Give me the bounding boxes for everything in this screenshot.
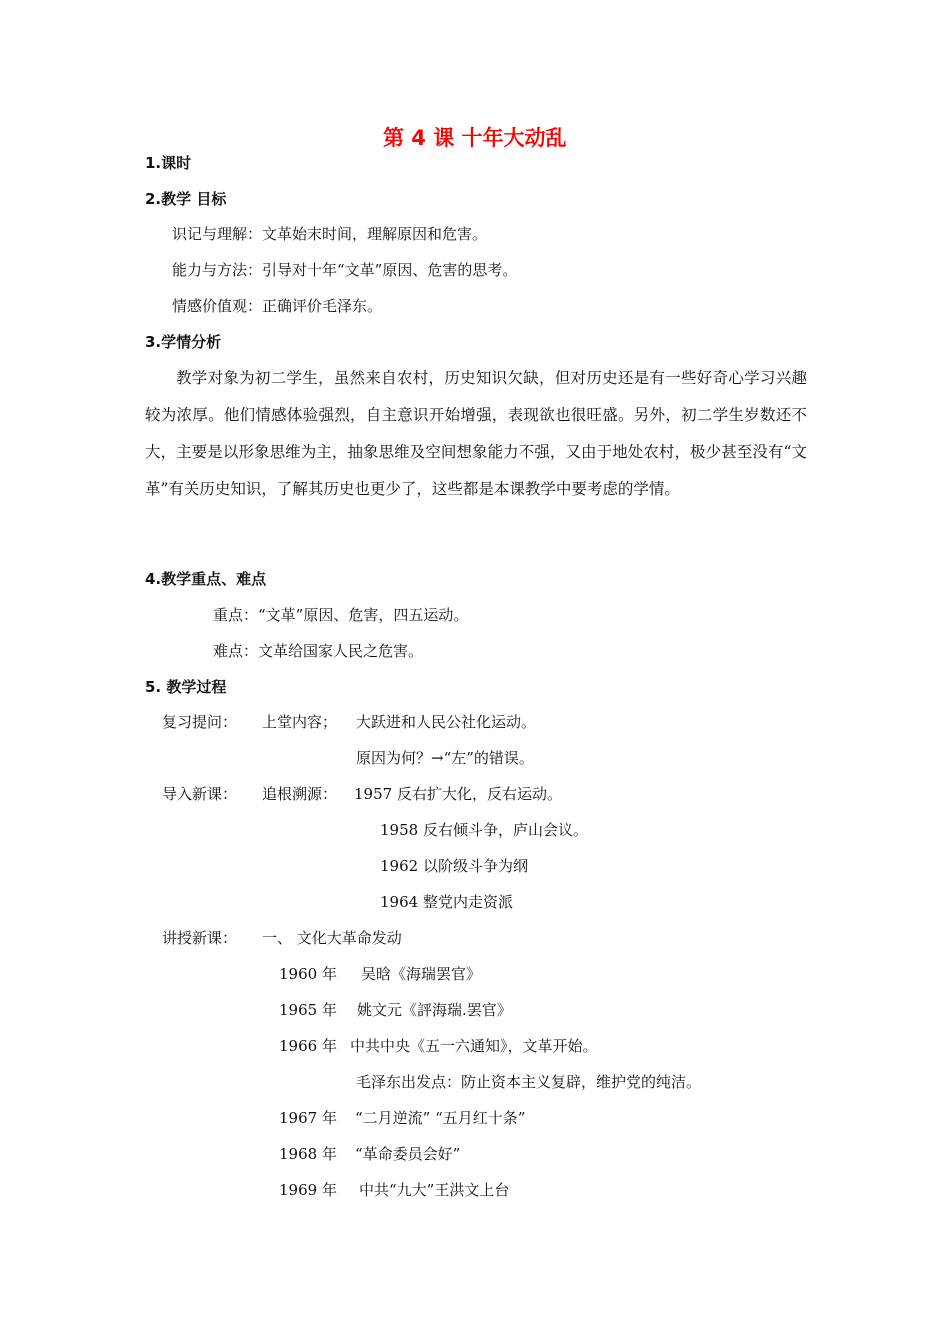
- timeline-year: 1967 年: [279, 1109, 337, 1127]
- intro-label: 导入新课：: [162, 785, 238, 803]
- lecture-part-heading: 一、 文化大革命发动: [262, 929, 402, 947]
- timeline-text: 中共“九大”王洪文上台: [359, 1181, 510, 1199]
- timeline-text: “革命委员会好”: [355, 1145, 461, 1163]
- objective-item-3: 情感价值观：正确评价毛泽东。: [172, 297, 383, 315]
- timeline-text: 毛泽东出发点：防止资本主义复辟，维护党的纯洁。: [356, 1073, 702, 1091]
- review-reason: 原因为何？→“左”的错误。: [356, 749, 534, 767]
- timeline-text: 中共中央《五一六通知》，文革开始。: [350, 1037, 598, 1055]
- review-content: 大跃进和人民公社化运动。: [356, 713, 537, 731]
- intro-event-1957: 1957 反右扩大化，反右运动。: [354, 785, 562, 803]
- review-label: 复习提问：: [162, 713, 238, 731]
- intro-event-1962: 1962 以阶级斗争为纲: [380, 857, 528, 875]
- section-heading-analysis: 3.学情分析: [145, 333, 222, 351]
- timeline-text: “二月逆流” “五月红十条”: [355, 1109, 526, 1127]
- objective-item-1: 识记与理解：文革始末时间，理解原因和危害。: [172, 225, 488, 243]
- lecture-label: 讲授新课：: [162, 929, 238, 947]
- key-point-text: 重点：“文革”原因、危害，四五运动。: [213, 606, 469, 624]
- intro-event-1958: 1958 反右倾斗争，庐山会议。: [380, 821, 588, 839]
- section-heading-objectives: 2.教学 目标: [145, 190, 227, 208]
- review-sub-label: 上堂内容；: [262, 713, 338, 731]
- page-title: 第 4 课 十年大动乱: [383, 126, 567, 150]
- timeline-year: 1965 年: [279, 1001, 337, 1019]
- difficulty-text: 难点：文革给国家人民之危害。: [213, 642, 424, 660]
- section-heading-process: 5. 教学过程: [145, 678, 227, 696]
- timeline-year: 1960 年: [279, 965, 337, 983]
- timeline-year: 1966 年: [279, 1037, 337, 1055]
- timeline-text: 姚文元《評海瑞.罢官》: [357, 1001, 512, 1019]
- timeline-year: 1969 年: [279, 1181, 337, 1199]
- section-heading-key-points: 4.教学重点、难点: [145, 570, 267, 588]
- objective-item-2: 能力与方法：引导对十年“文革”原因、危害的思考。: [172, 261, 518, 279]
- intro-event-1964: 1964 整党内走资派: [380, 893, 513, 911]
- timeline-text: 吴晗《海瑞罢官》: [361, 965, 482, 983]
- timeline-year: 1968 年: [279, 1145, 337, 1163]
- analysis-paragraph: 教学对象为初二学生，虽然来自农村，历史知识欠缺，但对历史还是有一些好奇心学习兴趣较为浓厚。他们情感体验强烈，自主意识开始增强，表现欲也很旺盛。另外，初二学生岁数还不大，主要是以形象思维为主，抽象思维及空间想象能力不强，又由于地处农村，极少甚至没有“文革”有关历史知识，了解其历史也更少了，这些都是本课教学中要考虑的学情。: [145, 369, 807, 498]
- section-heading-class-hours: 1.课时: [145, 154, 192, 172]
- intro-sub-label: 追根溯源：: [262, 785, 338, 803]
